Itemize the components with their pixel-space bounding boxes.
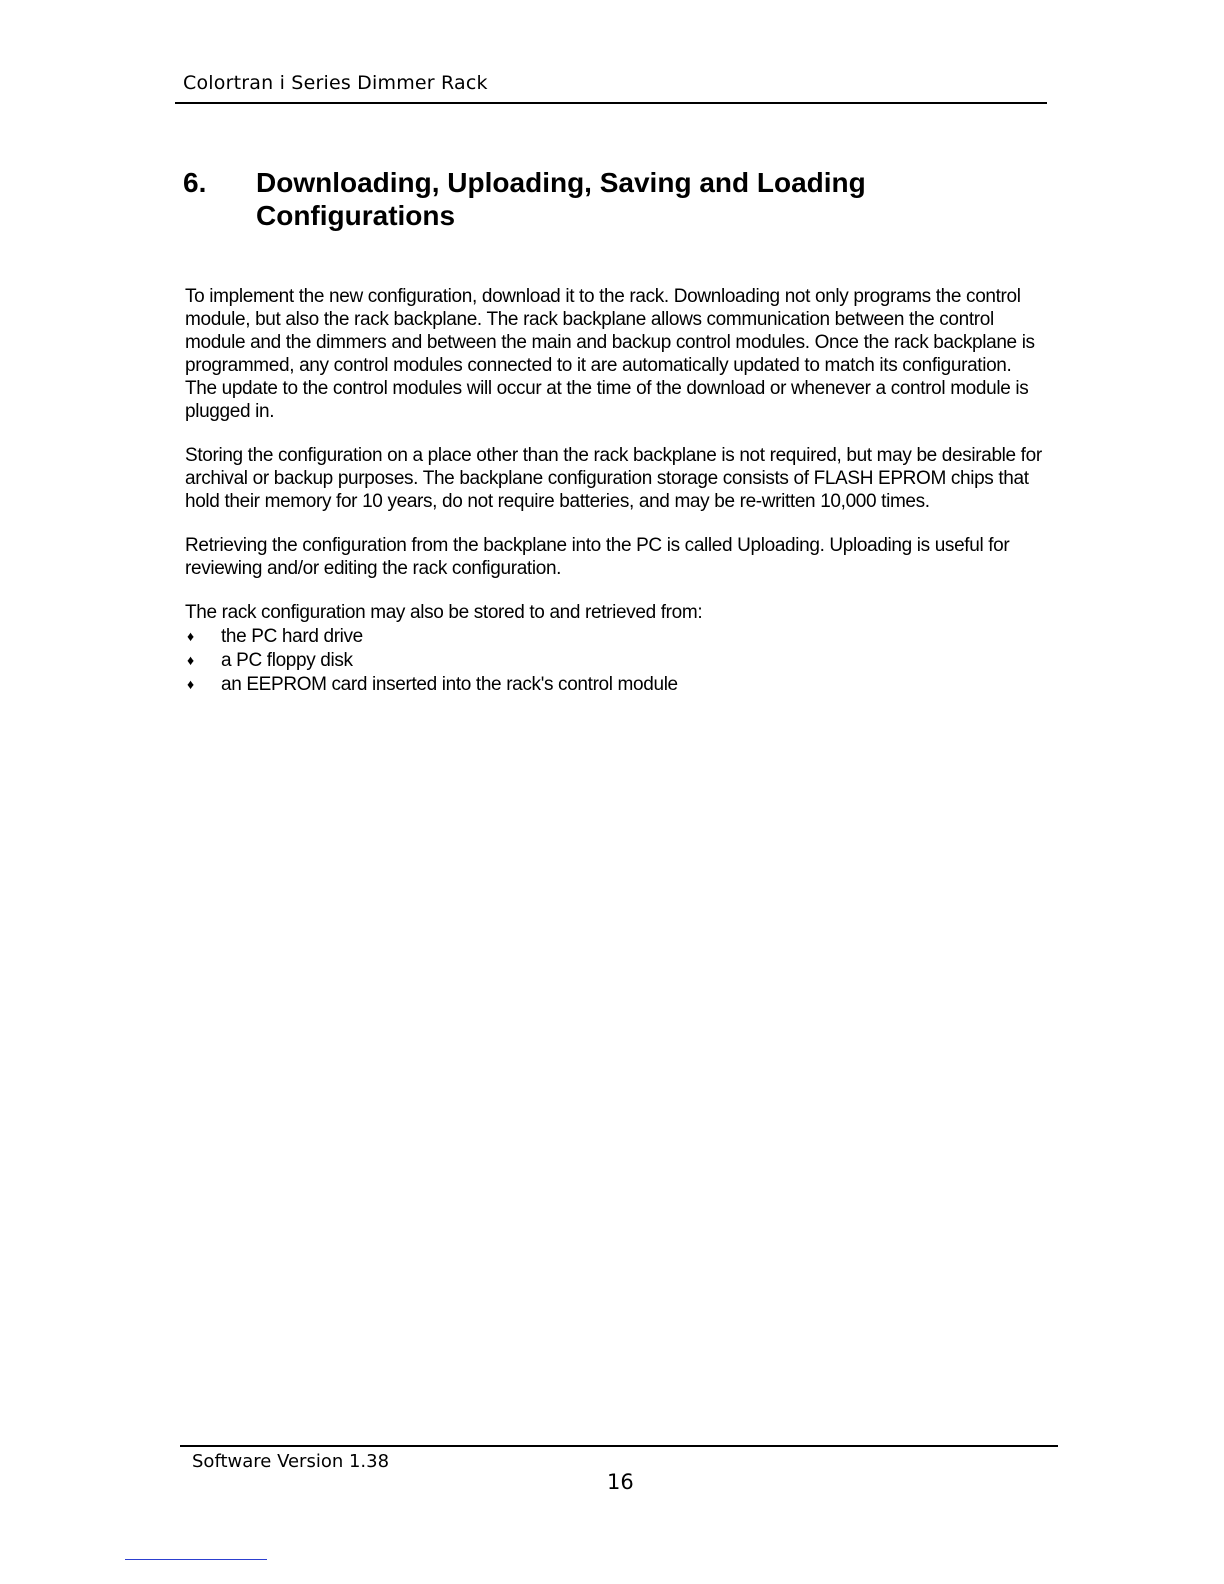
page-number: 16 — [607, 1470, 634, 1494]
paragraph-list-intro: The rack configuration may also be stored to and retrieved from: — [185, 602, 703, 623]
list-item — [185, 649, 1045, 672]
blue-rule — [125, 1559, 267, 1560]
page-header: Colortran i Series Dimmer Rack — [183, 72, 488, 94]
paragraph-uploading: Retrieving the configuration from the backplane into the PC is called Uploading. Uploading is useful for reviewing and/or editing the rack configuration. — [185, 535, 1010, 579]
diamond-bullet-icon: ♦ — [187, 628, 194, 644]
section-number: 6. — [183, 167, 207, 198]
diamond-bullet-icon: ♦ — [187, 652, 194, 668]
list-item-text: the PC hard drive — [221, 626, 363, 647]
list-item-text: an EEPROM card inserted into the rack's control module — [221, 674, 678, 695]
body-text — [185, 285, 1045, 697]
storage-options-list — [185, 625, 1045, 696]
footer-rule — [180, 1445, 1058, 1447]
section-title: Downloading, Uploading, Saving and Loading Configurations — [256, 167, 866, 231]
list-item-text: a PC floppy disk — [221, 650, 353, 671]
list-item — [185, 625, 1045, 648]
software-version: Software Version 1.38 — [192, 1451, 390, 1472]
paragraph-downloading: To implement the new configuration, download it to the rack. Downloading not only programs the control module, but also the rack backplane. The rack backplane allows communication between the control module and the dimmers and between the main and backup control modules. Once the rack backplane is programmed, any control modules connected to it are automatically updated to match its configuration. The update to the control modules will occur at the time of the download or whenever a control module is plugged in. — [185, 286, 1035, 422]
header-rule — [175, 102, 1047, 104]
list-item — [185, 673, 1045, 696]
paragraph-storing: Storing the configuration on a place other than the rack backplane is not required, but may be desirable for archival or backup purposes. The backplane configuration storage consists of FLASH EPROM chips that hold their memory for 10 years, do not require batteries, and may be re-written 10,000 times. — [185, 445, 1042, 512]
diamond-bullet-icon: ♦ — [187, 676, 194, 692]
